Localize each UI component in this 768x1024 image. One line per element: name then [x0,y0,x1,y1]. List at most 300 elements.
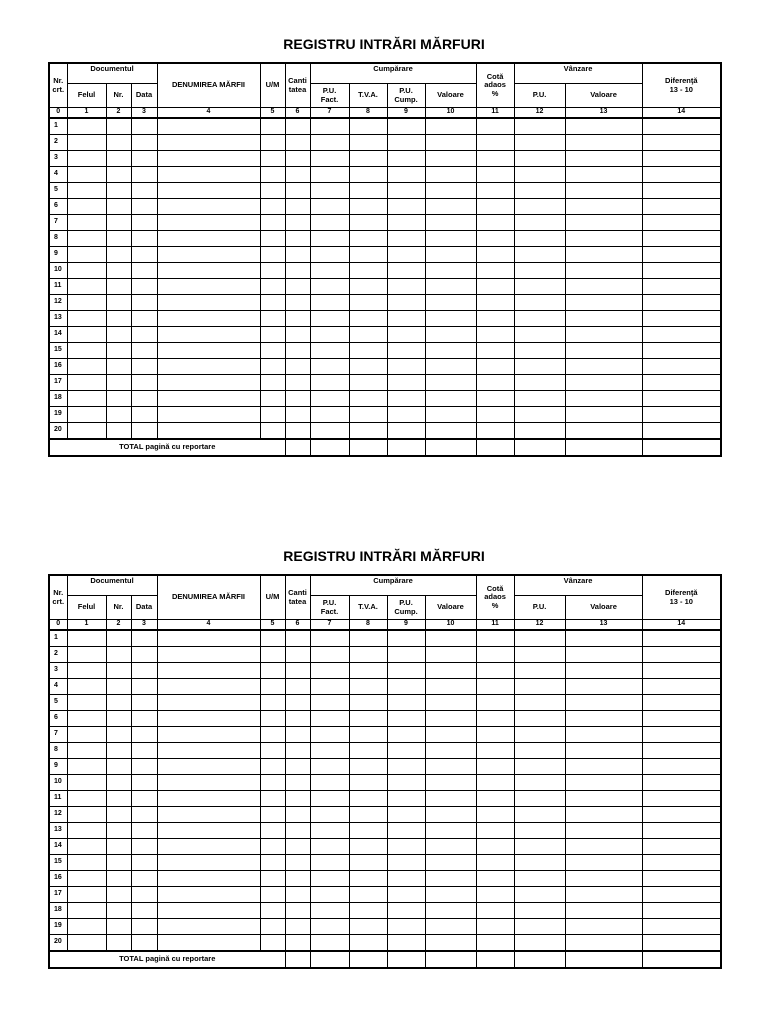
entry-cell[interactable] [349,199,387,215]
entry-cell[interactable] [565,247,642,263]
entry-cell[interactable] [157,215,260,231]
entry-cell[interactable] [642,375,721,391]
entry-cell[interactable] [476,359,514,375]
entry-cell[interactable] [157,407,260,423]
entry-cell[interactable] [349,391,387,407]
entry-cell[interactable] [476,295,514,311]
total-cell[interactable] [476,951,514,968]
entry-cell[interactable] [157,727,260,743]
entry-cell[interactable] [260,919,285,935]
entry-cell[interactable] [67,295,106,311]
entry-cell[interactable] [642,295,721,311]
total-cell[interactable] [285,951,310,968]
entry-cell[interactable] [514,423,565,440]
entry-cell[interactable] [565,695,642,711]
entry-cell[interactable] [387,759,425,775]
entry-cell[interactable] [387,903,425,919]
entry-cell[interactable] [131,183,157,199]
entry-cell[interactable] [131,647,157,663]
entry-cell[interactable] [157,935,260,952]
entry-cell[interactable] [260,391,285,407]
entry-cell[interactable] [310,343,349,359]
entry-cell[interactable] [310,743,349,759]
entry-cell[interactable] [106,807,131,823]
entry-cell[interactable] [565,919,642,935]
entry-cell[interactable] [642,199,721,215]
entry-cell[interactable] [67,823,106,839]
entry-cell[interactable] [157,775,260,791]
entry-cell[interactable] [285,263,310,279]
entry-cell[interactable] [260,823,285,839]
entry-cell[interactable] [514,679,565,695]
entry-cell[interactable] [260,679,285,695]
entry-cell[interactable] [131,871,157,887]
entry-cell[interactable] [157,679,260,695]
entry-cell[interactable] [310,791,349,807]
entry-cell[interactable] [106,167,131,183]
entry-cell[interactable] [565,727,642,743]
entry-cell[interactable] [642,727,721,743]
entry-cell[interactable] [131,375,157,391]
entry-cell[interactable] [67,327,106,343]
entry-cell[interactable] [514,263,565,279]
entry-cell[interactable] [67,727,106,743]
entry-cell[interactable] [260,727,285,743]
entry-cell[interactable] [260,215,285,231]
entry-cell[interactable] [106,311,131,327]
entry-cell[interactable] [260,775,285,791]
entry-cell[interactable] [514,151,565,167]
entry-cell[interactable] [157,375,260,391]
entry-cell[interactable] [285,215,310,231]
entry-cell[interactable] [476,743,514,759]
entry-cell[interactable] [642,839,721,855]
entry-cell[interactable] [349,118,387,135]
entry-cell[interactable] [514,231,565,247]
entry-cell[interactable] [349,279,387,295]
entry-cell[interactable] [285,695,310,711]
entry-cell[interactable] [565,775,642,791]
entry-cell[interactable] [387,247,425,263]
entry-cell[interactable] [387,118,425,135]
entry-cell[interactable] [476,647,514,663]
entry-cell[interactable] [285,663,310,679]
entry-cell[interactable] [260,231,285,247]
entry-cell[interactable] [514,407,565,423]
entry-cell[interactable] [260,807,285,823]
entry-cell[interactable] [285,343,310,359]
entry-cell[interactable] [260,327,285,343]
entry-cell[interactable] [476,887,514,903]
entry-cell[interactable] [349,295,387,311]
entry-cell[interactable] [349,359,387,375]
entry-cell[interactable] [387,647,425,663]
entry-cell[interactable] [157,695,260,711]
entry-cell[interactable] [642,167,721,183]
entry-cell[interactable] [476,679,514,695]
entry-cell[interactable] [310,663,349,679]
entry-cell[interactable] [349,679,387,695]
entry-cell[interactable] [106,247,131,263]
entry-cell[interactable] [476,791,514,807]
entry-cell[interactable] [514,759,565,775]
entry-cell[interactable] [67,695,106,711]
entry-cell[interactable] [67,199,106,215]
entry-cell[interactable] [157,423,260,440]
entry-cell[interactable] [67,118,106,135]
entry-cell[interactable] [106,823,131,839]
entry-cell[interactable] [349,807,387,823]
entry-cell[interactable] [514,343,565,359]
entry-cell[interactable] [425,167,476,183]
entry-cell[interactable] [425,215,476,231]
entry-cell[interactable] [476,919,514,935]
entry-cell[interactable] [476,935,514,952]
entry-cell[interactable] [476,663,514,679]
entry-cell[interactable] [131,343,157,359]
entry-cell[interactable] [157,295,260,311]
entry-cell[interactable] [425,327,476,343]
entry-cell[interactable] [642,935,721,952]
entry-cell[interactable] [67,151,106,167]
entry-cell[interactable] [387,679,425,695]
entry-cell[interactable] [387,823,425,839]
entry-cell[interactable] [67,679,106,695]
entry-cell[interactable] [310,263,349,279]
entry-cell[interactable] [425,919,476,935]
entry-cell[interactable] [387,327,425,343]
entry-cell[interactable] [131,630,157,647]
entry-cell[interactable] [514,871,565,887]
entry-cell[interactable] [642,279,721,295]
entry-cell[interactable] [349,839,387,855]
entry-cell[interactable] [310,871,349,887]
entry-cell[interactable] [157,630,260,647]
entry-cell[interactable] [260,279,285,295]
entry-cell[interactable] [106,711,131,727]
entry-cell[interactable] [310,118,349,135]
entry-cell[interactable] [131,135,157,151]
entry-cell[interactable] [67,663,106,679]
entry-cell[interactable] [157,887,260,903]
entry-cell[interactable] [67,935,106,952]
entry-cell[interactable] [106,791,131,807]
entry-cell[interactable] [476,759,514,775]
entry-cell[interactable] [260,359,285,375]
entry-cell[interactable] [131,791,157,807]
entry-cell[interactable] [67,903,106,919]
entry-cell[interactable] [285,647,310,663]
entry-cell[interactable] [106,871,131,887]
entry-cell[interactable] [565,887,642,903]
entry-cell[interactable] [387,743,425,759]
entry-cell[interactable] [131,759,157,775]
entry-cell[interactable] [476,343,514,359]
entry-cell[interactable] [514,199,565,215]
entry-cell[interactable] [285,855,310,871]
entry-cell[interactable] [565,647,642,663]
entry-cell[interactable] [642,630,721,647]
entry-cell[interactable] [67,391,106,407]
entry-cell[interactable] [642,343,721,359]
entry-cell[interactable] [565,855,642,871]
entry-cell[interactable] [67,183,106,199]
entry-cell[interactable] [285,727,310,743]
entry-cell[interactable] [565,135,642,151]
entry-cell[interactable] [131,359,157,375]
entry-cell[interactable] [67,279,106,295]
entry-cell[interactable] [67,871,106,887]
entry-cell[interactable] [476,807,514,823]
entry-cell[interactable] [425,359,476,375]
entry-cell[interactable] [642,695,721,711]
entry-cell[interactable] [565,263,642,279]
entry-cell[interactable] [349,423,387,440]
entry-cell[interactable] [349,407,387,423]
entry-cell[interactable] [514,663,565,679]
entry-cell[interactable] [131,151,157,167]
entry-cell[interactable] [387,407,425,423]
entry-cell[interactable] [285,391,310,407]
entry-cell[interactable] [565,375,642,391]
entry-cell[interactable] [476,167,514,183]
entry-cell[interactable] [260,375,285,391]
entry-cell[interactable] [310,407,349,423]
entry-cell[interactable] [285,407,310,423]
entry-cell[interactable] [285,791,310,807]
entry-cell[interactable] [387,887,425,903]
entry-cell[interactable] [387,311,425,327]
entry-cell[interactable] [106,327,131,343]
entry-cell[interactable] [387,199,425,215]
entry-cell[interactable] [285,630,310,647]
entry-cell[interactable] [425,231,476,247]
entry-cell[interactable] [285,199,310,215]
total-cell[interactable] [349,439,387,456]
entry-cell[interactable] [425,647,476,663]
entry-cell[interactable] [285,839,310,855]
entry-cell[interactable] [67,135,106,151]
entry-cell[interactable] [349,695,387,711]
entry-cell[interactable] [131,215,157,231]
entry-cell[interactable] [131,743,157,759]
entry-cell[interactable] [310,807,349,823]
entry-cell[interactable] [425,135,476,151]
entry-cell[interactable] [642,871,721,887]
entry-cell[interactable] [642,711,721,727]
entry-cell[interactable] [642,263,721,279]
entry-cell[interactable] [310,135,349,151]
entry-cell[interactable] [310,199,349,215]
entry-cell[interactable] [425,839,476,855]
entry-cell[interactable] [349,663,387,679]
entry-cell[interactable] [514,807,565,823]
entry-cell[interactable] [387,919,425,935]
entry-cell[interactable] [106,375,131,391]
entry-cell[interactable] [642,807,721,823]
entry-cell[interactable] [425,423,476,440]
entry-cell[interactable] [565,711,642,727]
entry-cell[interactable] [387,775,425,791]
entry-cell[interactable] [157,839,260,855]
entry-cell[interactable] [565,791,642,807]
entry-cell[interactable] [67,630,106,647]
total-cell[interactable] [514,439,565,456]
entry-cell[interactable] [565,407,642,423]
entry-cell[interactable] [157,791,260,807]
entry-cell[interactable] [131,311,157,327]
entry-cell[interactable] [285,247,310,263]
entry-cell[interactable] [425,727,476,743]
entry-cell[interactable] [514,630,565,647]
entry-cell[interactable] [67,743,106,759]
entry-cell[interactable] [67,231,106,247]
entry-cell[interactable] [131,679,157,695]
entry-cell[interactable] [131,887,157,903]
entry-cell[interactable] [106,279,131,295]
entry-cell[interactable] [106,663,131,679]
entry-cell[interactable] [310,215,349,231]
entry-cell[interactable] [157,871,260,887]
entry-cell[interactable] [565,903,642,919]
entry-cell[interactable] [260,663,285,679]
entry-cell[interactable] [425,183,476,199]
entry-cell[interactable] [476,151,514,167]
entry-cell[interactable] [387,151,425,167]
entry-cell[interactable] [106,135,131,151]
entry-cell[interactable] [260,151,285,167]
entry-cell[interactable] [310,647,349,663]
entry-cell[interactable] [642,791,721,807]
entry-cell[interactable] [310,775,349,791]
entry-cell[interactable] [565,279,642,295]
entry-cell[interactable] [67,647,106,663]
entry-cell[interactable] [310,391,349,407]
entry-cell[interactable] [310,359,349,375]
entry-cell[interactable] [285,903,310,919]
entry-cell[interactable] [425,199,476,215]
entry-cell[interactable] [476,423,514,440]
entry-cell[interactable] [565,327,642,343]
entry-cell[interactable] [387,135,425,151]
entry-cell[interactable] [67,343,106,359]
entry-cell[interactable] [157,311,260,327]
entry-cell[interactable] [260,903,285,919]
entry-cell[interactable] [425,295,476,311]
entry-cell[interactable] [349,215,387,231]
entry-cell[interactable] [349,247,387,263]
entry-cell[interactable] [131,327,157,343]
entry-cell[interactable] [476,375,514,391]
entry-cell[interactable] [310,887,349,903]
entry-cell[interactable] [476,695,514,711]
entry-cell[interactable] [285,887,310,903]
entry-cell[interactable] [642,823,721,839]
entry-cell[interactable] [349,231,387,247]
entry-cell[interactable] [565,630,642,647]
entry-cell[interactable] [642,855,721,871]
entry-cell[interactable] [106,359,131,375]
entry-cell[interactable] [349,791,387,807]
entry-cell[interactable] [285,775,310,791]
entry-cell[interactable] [476,215,514,231]
entry-cell[interactable] [565,167,642,183]
entry-cell[interactable] [260,311,285,327]
entry-cell[interactable] [565,871,642,887]
entry-cell[interactable] [425,407,476,423]
entry-cell[interactable] [565,231,642,247]
entry-cell[interactable] [387,839,425,855]
entry-cell[interactable] [425,807,476,823]
entry-cell[interactable] [285,807,310,823]
entry-cell[interactable] [260,423,285,440]
entry-cell[interactable] [131,118,157,135]
entry-cell[interactable] [106,118,131,135]
entry-cell[interactable] [642,151,721,167]
entry-cell[interactable] [106,183,131,199]
entry-cell[interactable] [387,215,425,231]
entry-cell[interactable] [310,247,349,263]
entry-cell[interactable] [565,215,642,231]
entry-cell[interactable] [285,919,310,935]
entry-cell[interactable] [425,935,476,952]
entry-cell[interactable] [425,871,476,887]
entry-cell[interactable] [387,695,425,711]
entry-cell[interactable] [425,343,476,359]
entry-cell[interactable] [425,663,476,679]
total-cell[interactable] [387,951,425,968]
entry-cell[interactable] [514,791,565,807]
entry-cell[interactable] [349,871,387,887]
entry-cell[interactable] [387,663,425,679]
entry-cell[interactable] [260,759,285,775]
entry-cell[interactable] [131,167,157,183]
entry-cell[interactable] [514,391,565,407]
entry-cell[interactable] [131,391,157,407]
entry-cell[interactable] [157,263,260,279]
entry-cell[interactable] [67,919,106,935]
entry-cell[interactable] [285,231,310,247]
entry-cell[interactable] [425,695,476,711]
entry-cell[interactable] [106,679,131,695]
entry-cell[interactable] [425,375,476,391]
entry-cell[interactable] [260,855,285,871]
entry-cell[interactable] [285,295,310,311]
entry-cell[interactable] [106,903,131,919]
entry-cell[interactable] [565,311,642,327]
entry-cell[interactable] [387,423,425,440]
entry-cell[interactable] [476,711,514,727]
entry-cell[interactable] [642,679,721,695]
entry-cell[interactable] [349,887,387,903]
entry-cell[interactable] [131,823,157,839]
entry-cell[interactable] [425,311,476,327]
entry-cell[interactable] [349,327,387,343]
total-cell[interactable] [514,951,565,968]
entry-cell[interactable] [514,823,565,839]
entry-cell[interactable] [349,711,387,727]
entry-cell[interactable] [349,855,387,871]
entry-cell[interactable] [425,759,476,775]
entry-cell[interactable] [285,871,310,887]
entry-cell[interactable] [157,118,260,135]
entry-cell[interactable] [425,887,476,903]
entry-cell[interactable] [476,279,514,295]
entry-cell[interactable] [642,118,721,135]
entry-cell[interactable] [67,759,106,775]
entry-cell[interactable] [565,935,642,952]
entry-cell[interactable] [642,231,721,247]
